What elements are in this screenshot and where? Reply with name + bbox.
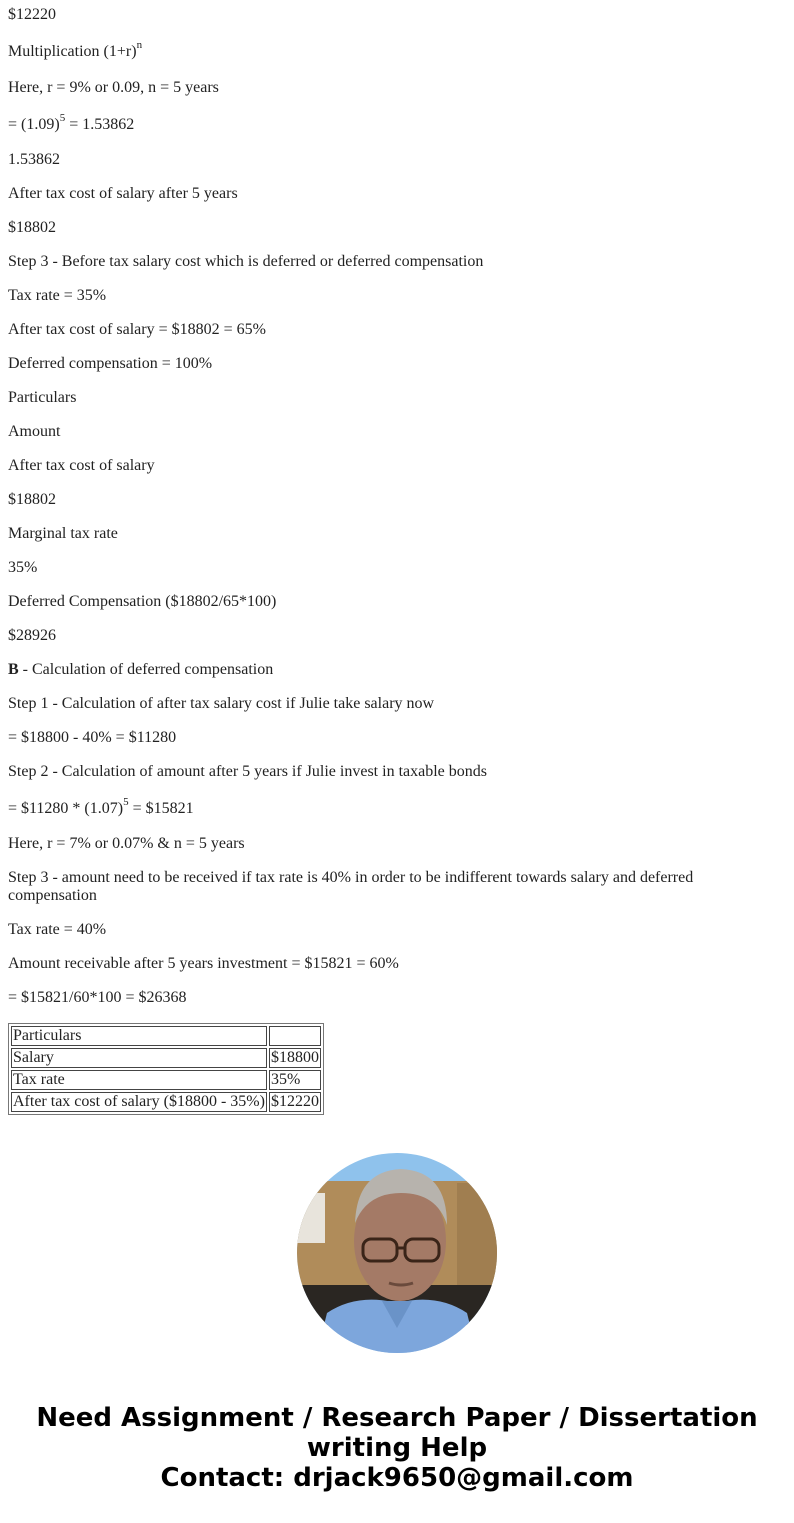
- table-cell-label: Tax rate: [11, 1070, 267, 1090]
- paragraph-text: Multiplication (1+r): [8, 43, 137, 60]
- contact-email[interactable]: Contact: drjack9650@gmail.com: [160, 1463, 634, 1493]
- paragraph-text: - Calculation of deferred compensation: [18, 661, 274, 678]
- paragraph-text: Marginal tax rate: [8, 525, 118, 542]
- paragraph-text: Step 2 - Calculation of amount after 5 years if Julie invest in taxable bonds: [8, 763, 487, 780]
- paragraph: [8, 111, 728, 134]
- table-row: [11, 1048, 321, 1068]
- table-cell-label: Salary: [11, 1048, 267, 1068]
- paragraph: [8, 253, 728, 271]
- table-row: [11, 1026, 321, 1046]
- paragraph: [8, 869, 728, 905]
- paragraph: [8, 559, 728, 577]
- paragraph-text: Step 3 - Before tax salary cost which is deferred or deferred compensation: [8, 253, 484, 270]
- paragraph-text: Step 3 - amount need to be received if tax rate is 40% in order to be indifferent towards salary and deferred compensation: [8, 869, 694, 904]
- table-cell-value: $18800: [271, 1049, 319, 1066]
- paragraph: [8, 423, 728, 441]
- author-avatar[interactable]: [297, 1153, 497, 1353]
- paragraph-text: Amount: [8, 423, 61, 440]
- paragraph-text: Particulars: [8, 389, 77, 406]
- paragraph: [8, 795, 728, 818]
- paragraph-text: Deferred Compensation ($18802/65*100): [8, 593, 277, 610]
- paragraph-text: Tax rate = 35%: [8, 287, 107, 304]
- paragraph-text: Here, r = 7% or 0.07% & n = 5 years: [8, 835, 245, 852]
- table-cell-label: After tax cost of salary ($18800 - 35%): [11, 1092, 267, 1112]
- table-row: [11, 1070, 321, 1090]
- paragraph: [8, 79, 728, 97]
- paragraph: [8, 321, 728, 339]
- paragraph: [8, 627, 728, 645]
- banner-line-1: Need Assignment / Research Paper / Dissertation: [36, 1403, 758, 1433]
- paragraph: [8, 989, 728, 1007]
- paragraph-text: $18802: [8, 491, 56, 508]
- paragraph-text: = $18800 - 40% = $11280: [8, 729, 177, 746]
- paragraph-text: 1.53862: [8, 151, 60, 168]
- paragraph-text: = $15821/60*100 = $26368: [8, 989, 187, 1006]
- paragraph-text: $12220: [8, 6, 56, 23]
- paragraph: [8, 287, 728, 305]
- paragraph: [8, 695, 728, 713]
- table-cell-value: 35%: [269, 1070, 321, 1090]
- paragraph: [8, 661, 728, 679]
- paragraph: [8, 593, 728, 611]
- table-row: [11, 1092, 321, 1112]
- paragraph-text: 35%: [8, 559, 38, 576]
- contact-banner: [0, 1403, 794, 1493]
- paragraph-text: After tax cost of salary = $18802 = 65%: [8, 321, 266, 338]
- paragraph: [8, 219, 728, 237]
- paragraph: [8, 6, 728, 24]
- paragraph-text: $18802: [8, 219, 56, 236]
- exponent: 5: [123, 795, 129, 808]
- paragraph-text: After tax cost of salary after 5 years: [8, 185, 238, 202]
- paragraph-text: Step 1 - Calculation of after tax salary cost if Julie take salary now: [8, 695, 435, 712]
- paragraph-text: Tax rate = 40%: [8, 921, 107, 938]
- paragraph: [8, 763, 728, 781]
- paragraph-text: Deferred compensation = 100%: [8, 355, 213, 372]
- table-cell-label: Particulars: [11, 1026, 267, 1046]
- section-label: B: [8, 661, 19, 678]
- paragraph-text: = (1.09): [8, 116, 60, 133]
- paragraph-text: Here, r = 9% or 0.09, n = 5 years: [8, 79, 219, 96]
- paragraph-text-after: = 1.53862: [65, 116, 135, 133]
- table-cell-value: [269, 1026, 321, 1046]
- paragraph: [8, 525, 728, 543]
- paragraph: [8, 38, 728, 61]
- person-photo-icon: [297, 1153, 497, 1353]
- paragraph: [8, 185, 728, 203]
- paragraph: [8, 389, 728, 407]
- paragraph: [8, 955, 728, 973]
- paragraph: [8, 921, 728, 939]
- paragraph-text: $28926: [8, 627, 56, 644]
- paragraph: [8, 729, 728, 747]
- particulars-table: [8, 1023, 324, 1115]
- paragraph: [8, 835, 728, 853]
- banner-line-2: writing Help: [306, 1433, 488, 1463]
- paragraph: [8, 151, 728, 169]
- exponent: 5: [59, 111, 66, 124]
- exponent: n: [136, 38, 143, 51]
- table-cell-value: $12220: [271, 1093, 319, 1110]
- paragraph-text: After tax cost of salary: [8, 457, 155, 474]
- paragraph-text: = $11280 * (1.07): [8, 800, 124, 817]
- paragraph: [8, 491, 728, 509]
- paragraph: [8, 355, 728, 373]
- paragraph: [8, 457, 728, 475]
- paragraph-text: Amount receivable after 5 years investment = $15821 = 60%: [8, 955, 399, 972]
- paragraph-text-after: = $15821: [128, 800, 194, 817]
